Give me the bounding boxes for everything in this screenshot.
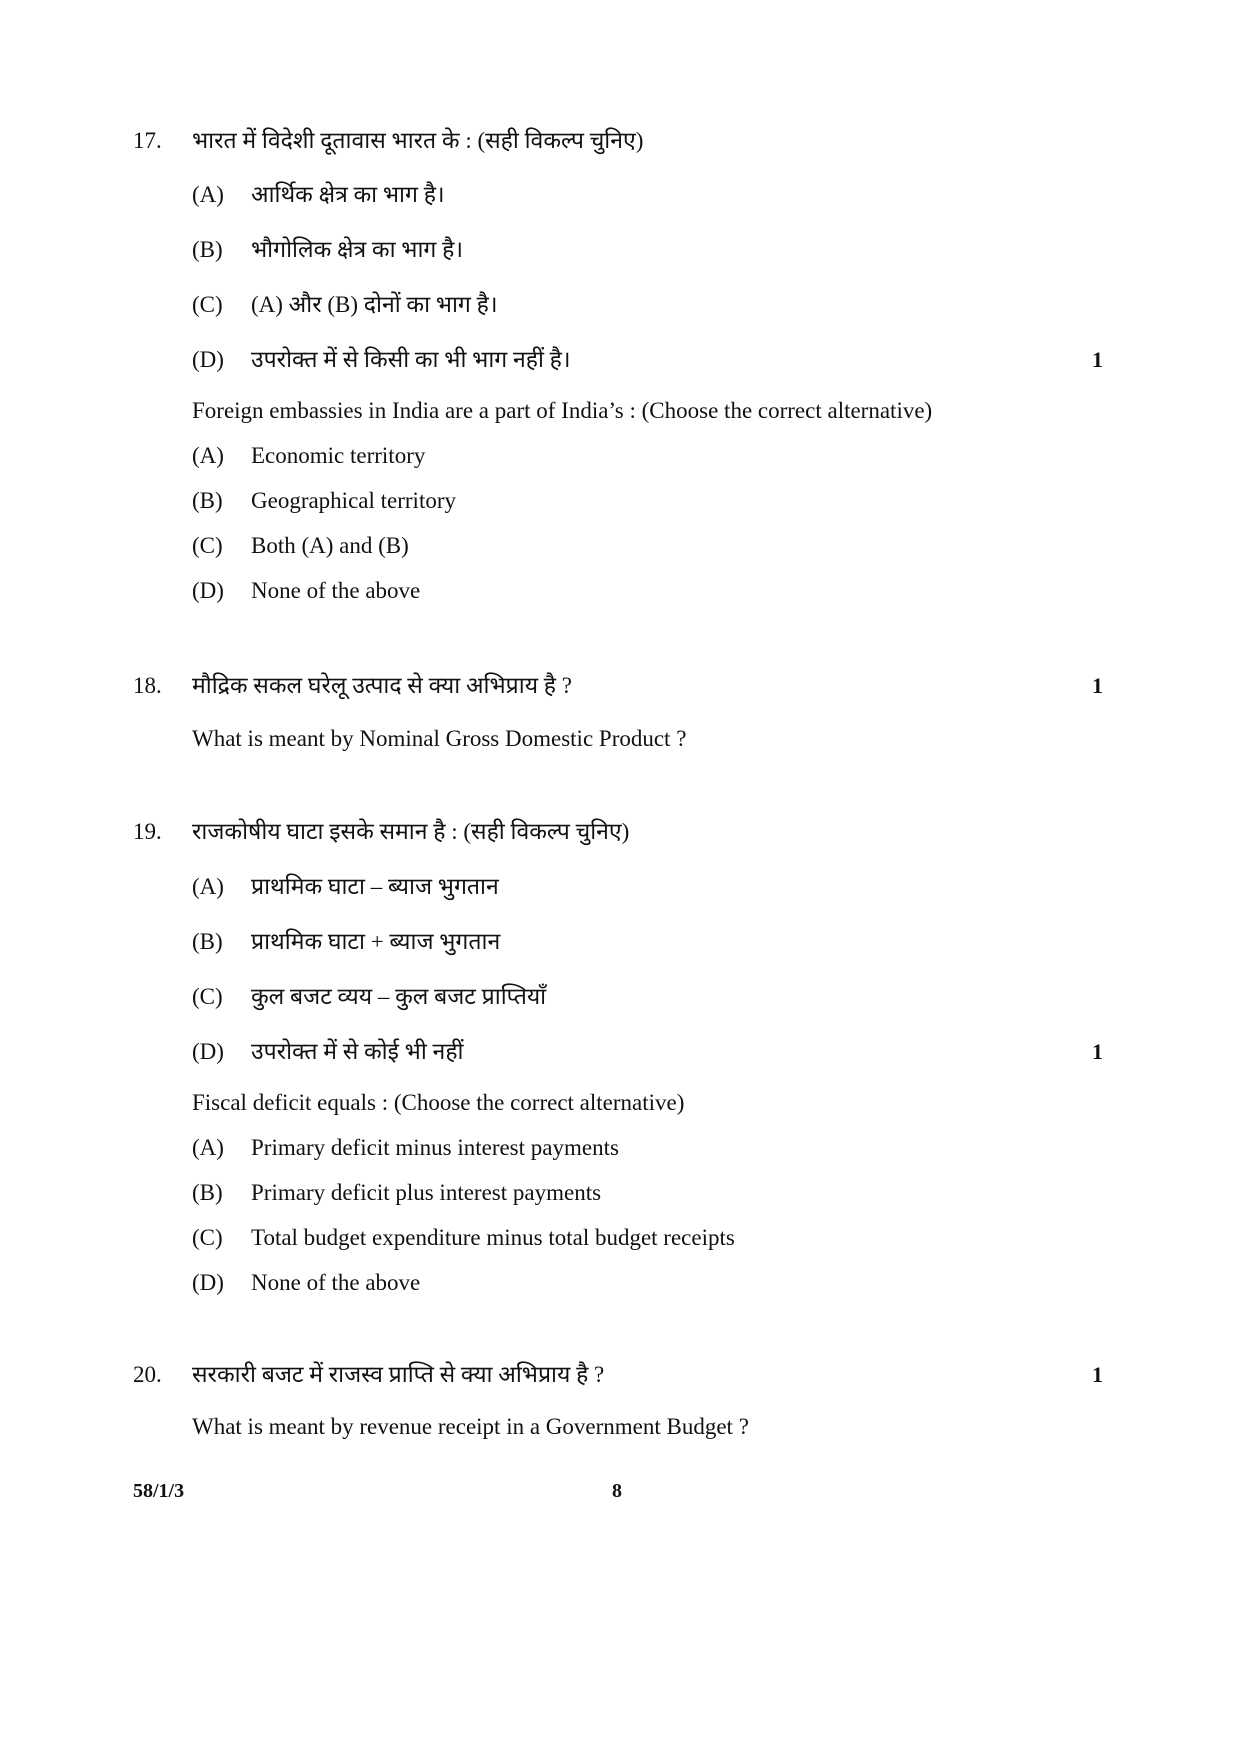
paper-code: 58/1/3: [133, 1480, 185, 1502]
option-label: (B): [192, 488, 223, 513]
question-number: 20.: [133, 1362, 162, 1387]
question-english: Fiscal deficit equals : (Choose the correct alternative): [192, 1090, 685, 1115]
option-text: Primary deficit minus interest payments: [251, 1135, 619, 1160]
question-english: Foreign embassies in India are a part of India’s : (Choose the correct alternative): [192, 398, 933, 423]
option-text: कुल बजट व्यय – कुल बजट प्राप्तियाँ: [251, 984, 547, 1009]
question-number: 17.: [133, 128, 162, 153]
marks: 1: [1092, 1362, 1103, 1387]
question-english: What is meant by Nominal Gross Domestic Product ?: [192, 726, 687, 751]
option-text: उपरोक्त में से किसी का भी भाग नहीं है।: [251, 347, 571, 372]
option-label: (D): [192, 1039, 224, 1064]
question-hindi: भारत में विदेशी दूतावास भारत के : (सही विकल्प चुनिए): [192, 128, 644, 153]
option-label: (C): [192, 1225, 223, 1250]
option-text: प्राथमिक घाटा – ब्याज भुगतान: [251, 874, 499, 899]
option-label: (A): [192, 874, 224, 899]
option-text: Primary deficit plus interest payments: [251, 1180, 602, 1205]
question-english: What is meant by revenue receipt in a Government Budget ?: [192, 1414, 749, 1439]
option-label: (A): [192, 1135, 224, 1160]
option-label: (A): [192, 182, 224, 207]
question-hindi: राजकोषीय घाटा इसके समान है : (सही विकल्प चुनिए): [192, 819, 630, 844]
option-text: Both (A) and (B): [251, 533, 409, 558]
option-label: (D): [192, 578, 224, 603]
option-label: (D): [192, 347, 224, 372]
marks: 1: [1092, 673, 1103, 698]
option-label: (B): [192, 237, 223, 262]
option-text: प्राथमिक घाटा + ब्याज भुगतान: [251, 929, 501, 954]
option-text: Economic territory: [251, 443, 426, 468]
option-label: (D): [192, 1270, 224, 1295]
option-text: None of the above: [251, 1270, 421, 1295]
option-text: (A) और (B) दोनों का भाग है।: [251, 292, 498, 317]
marks: 1: [1092, 1039, 1103, 1064]
option-label: (C): [192, 984, 223, 1009]
page-number: 8: [612, 1480, 622, 1502]
option-label: (A): [192, 443, 224, 468]
option-text: उपरोक्त में से कोई भी नहीं: [251, 1039, 464, 1064]
option-label: (B): [192, 929, 223, 954]
option-label: (C): [192, 292, 223, 317]
option-text: None of the above: [251, 578, 421, 603]
question-hindi: मौद्रिक सकल घरेलू उत्पाद से क्या अभिप्राय है ?: [192, 673, 572, 698]
marks: 1: [1092, 347, 1103, 372]
option-label: (B): [192, 1180, 223, 1205]
question-number: 19.: [133, 819, 162, 844]
question-hindi: सरकारी बजट में राजस्व प्राप्ति से क्या अभिप्राय है ?: [192, 1362, 605, 1387]
option-label: (C): [192, 533, 223, 558]
option-text: Geographical territory: [251, 488, 456, 513]
option-text: भौगोलिक क्षेत्र का भाग है।: [251, 237, 464, 262]
option-text: आर्थिक क्षेत्र का भाग है।: [251, 182, 445, 207]
option-text: Total budget expenditure minus total budget receipts: [251, 1225, 735, 1250]
question-number: 18.: [133, 673, 162, 698]
